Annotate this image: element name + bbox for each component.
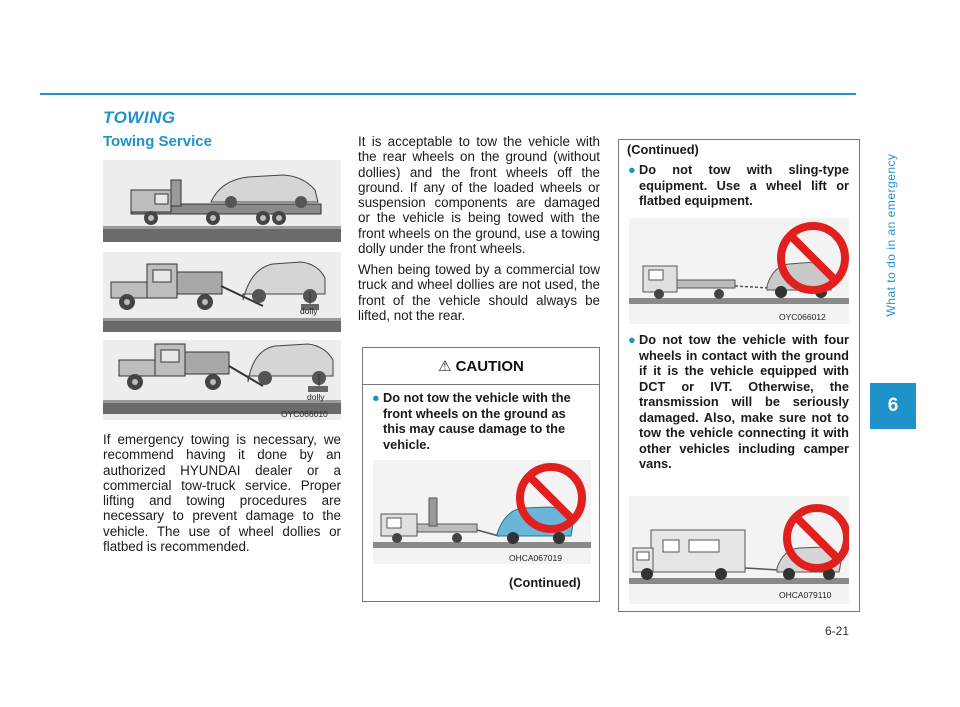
figure-code: OYC066010	[281, 409, 328, 419]
camper-tow-illustration	[629, 496, 849, 604]
bullet-icon: ●	[628, 162, 636, 177]
commercial-tow-paragraph	[358, 262, 600, 323]
figure-code: OHCA079110	[779, 590, 832, 600]
caution-bullet	[628, 332, 849, 472]
subsection-title: Towing Service	[103, 133, 212, 150]
figure-code: OYC066012	[779, 312, 826, 322]
tow-with-front-wheels-illustration	[373, 460, 591, 564]
caution-bullet-text: Do not tow the vehicle with the front wheels on the ground as this may cause damage to the vehicle.	[383, 390, 571, 452]
caution-bullet	[628, 162, 849, 209]
towing-methods-figure	[103, 160, 341, 420]
caution-bullet-text: Do not tow with sling-type equipment. Use a wheel lift or flatbed equipment.	[639, 162, 849, 208]
chapter-title: What to do in an emergency	[884, 153, 898, 317]
caution-bullet-text: Do not tow the vehicle with four wheels in contact with the ground if it is the vehicle equipped with DCT or IVT. Otherwise, the transmission will be seriously damaged. Also, make sure not to tow the vehicle connecting it with other vehicles including camper vans.	[639, 332, 849, 471]
chapter-side-label	[880, 100, 902, 370]
paragraph-text: It is acceptable to tow the vehicle with the rear wheels on the ground (without dollies) and the front wheels off the ground. If any of the loaded wheels or suspension components are damaged or the vehicle is being towed with the front wheels on the ground, use a towing dolly under the front wheels.	[358, 134, 600, 257]
dolly-label: dolly	[300, 306, 318, 316]
continued-header: (Continued)	[627, 142, 699, 157]
figure-code: OHCA067019	[509, 553, 562, 563]
paragraph-text: When being towed by a commercial tow truck and wheel dollies are not used, the front of the vehicle should always be lifted, not the rear.	[358, 262, 600, 323]
caution-continued-box	[618, 139, 860, 612]
chapter-number-badge: 6	[870, 383, 916, 429]
towing-illustration	[103, 160, 341, 420]
section-title: TOWING	[103, 108, 176, 127]
header-rule	[40, 93, 856, 95]
caution-title: CAUTION	[455, 357, 524, 375]
dolly-label: dolly	[307, 392, 325, 402]
sling-type-figure	[629, 218, 849, 324]
rear-wheels-paragraph	[358, 134, 600, 256]
camper-van-figure	[629, 496, 849, 604]
warning-triangle-icon: ⚠	[438, 358, 452, 375]
caution-header	[363, 348, 599, 385]
bullet-icon: ●	[372, 390, 380, 405]
bullet-icon: ●	[628, 332, 636, 347]
caution-bullet	[372, 390, 591, 452]
towing-service-paragraph: If emergency towing is necessary, we recommend having it done by an authorized HYUNDAI dealer or a commercial tow-truck service. Proper lifting and towing procedures are necessary to prevent damage to the vehicle. The use of wheel dollies or flatbed is recommended.	[103, 432, 341, 555]
page-number: 6-21	[825, 624, 850, 638]
continued-label: (Continued)	[509, 575, 581, 590]
sling-tow-illustration	[629, 218, 849, 324]
caution-box	[362, 347, 600, 602]
caution-figure	[373, 460, 591, 564]
